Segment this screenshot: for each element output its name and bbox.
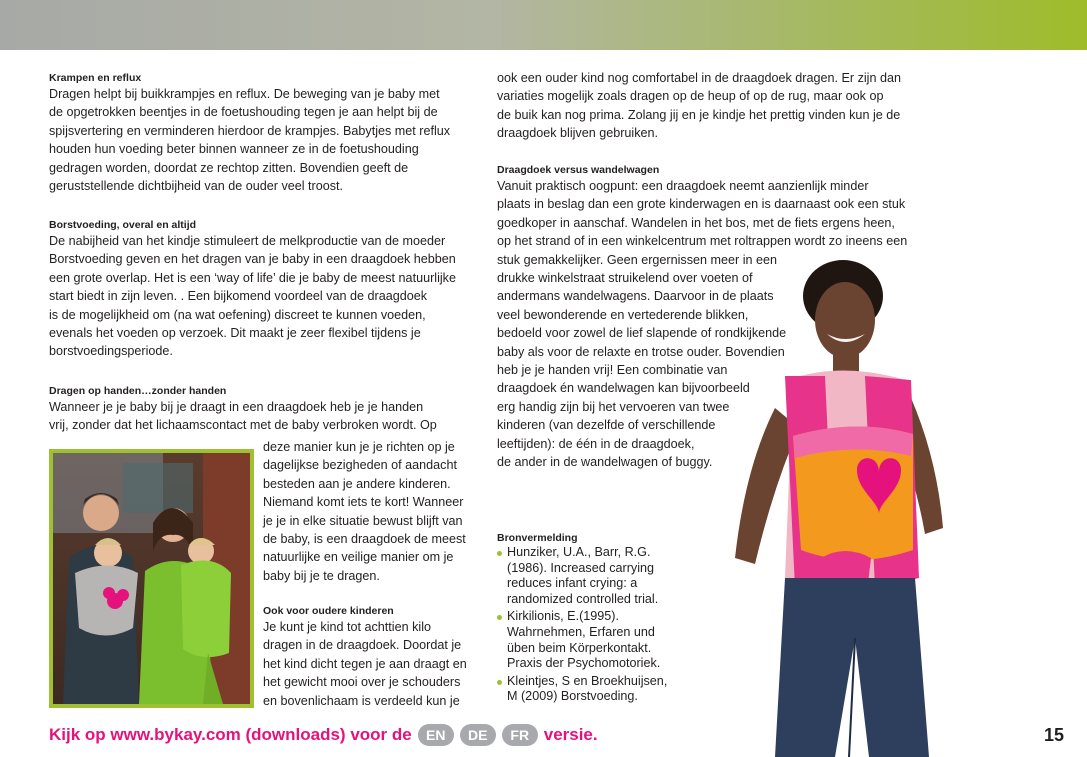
text-line: Dragen helpt bij buikkrampjes en reflux. De beweging van je baby met bbox=[49, 87, 440, 101]
heading-dragen-op-handen: Dragen op handen…zonder handen bbox=[49, 385, 227, 397]
text-line: de buik kan nog prima. Zolang jij en je kindje het prettig vinden kun je de bbox=[497, 107, 901, 122]
text-line: geruststellende dichtbijheid van de ouder veel troost. bbox=[49, 179, 344, 194]
source-line: (1986). Increased carrying bbox=[507, 560, 654, 575]
woman-with-sling-photo bbox=[715, 258, 960, 757]
lang-badge-fr[interactable]: FR bbox=[502, 724, 538, 746]
source-line: Kirkilionis, E.(1995). bbox=[507, 609, 619, 624]
paragraph-draagdoek-full bbox=[497, 177, 927, 251]
text-line: Borstvoeding geven en het dragen van je baby in een draagdoek hebben bbox=[49, 252, 456, 267]
text-line: De nabijheid van het kindje stimuleert de melkproductie van de moeder bbox=[49, 234, 446, 248]
text-line: baby bij je te dragen. bbox=[263, 568, 380, 583]
paragraph-krampen bbox=[49, 85, 479, 195]
source-item bbox=[497, 674, 697, 705]
text-line: goedkoper in aanschaf. Wandelen in het bos, met de fiets ergens heen, bbox=[497, 215, 895, 230]
text-line: draagdoek blijven gebruiken. bbox=[497, 126, 659, 141]
text-line: het kind dicht tegen je aan draagt en bbox=[263, 656, 467, 671]
text-line: het gewicht mooi over je schouders bbox=[263, 675, 461, 690]
paragraph-borstvoeding bbox=[49, 232, 479, 361]
source-line: reduces infant crying: a bbox=[507, 576, 638, 591]
text-line: is de mogelijkheid om (na wat oefening) discreet te kunnen voeden, bbox=[49, 307, 426, 322]
family-babywearing-photo bbox=[49, 449, 254, 708]
heading-krampen: Krampen en reflux bbox=[49, 72, 142, 84]
woman-photo-illustration bbox=[715, 258, 960, 757]
footer-suffix-text: versie. bbox=[543, 725, 598, 744]
text-line: erg handig zijn bij het vervoeren van twee bbox=[497, 399, 730, 414]
text-line: en bovenlichaam is verdeeld kun je bbox=[263, 693, 460, 708]
text-line: veel bewonderende en vertederende blikken, bbox=[497, 307, 749, 322]
text-line: besteden aan je andere kinderen. bbox=[263, 476, 451, 491]
source-line: Hunziker, U.A., Barr, R.G. bbox=[507, 545, 651, 559]
family-photo-illustration bbox=[53, 453, 250, 704]
text-line: gedragen worden, doordat ze rechtop zitten. Bovendien geeft de bbox=[49, 160, 409, 175]
text-line: variaties mogelijk zoals dragen op de heup of op de rug, maar ook op bbox=[497, 89, 884, 104]
text-line: de ander in de wandelwagen of buggy. bbox=[497, 455, 713, 470]
text-line: baby als voor de relaxte en trotse ouder. Bovendien bbox=[497, 344, 785, 359]
text-line: spijsvertering en verminderen hierdoor de krampjes. Babytjes met reflux bbox=[49, 123, 451, 138]
text-line: dragen in de draagdoek. Doordat je bbox=[263, 638, 462, 653]
heading-draagdoek-vs-wandelwagen: Draagdoek versus wandelwagen bbox=[497, 164, 660, 176]
text-line: je je in elke situatie bewust blijft van bbox=[263, 513, 463, 528]
text-line: een grote overlap. Het is een ‘way of life’ die je baby de meest natuurlijke bbox=[49, 270, 456, 285]
heading-sources: Bronvermelding bbox=[497, 532, 578, 544]
text-line: Je kunt je kind tot achttien kilo bbox=[263, 620, 432, 634]
sources-section bbox=[497, 531, 697, 707]
text-line: plaats in beslag dan een grote kinderwagen en is daarnaast ook een stuk bbox=[497, 197, 906, 212]
text-line: op het strand of in een winkelcentrum met roltrappen wordt zo ineens een bbox=[497, 234, 908, 249]
lang-badge-en[interactable]: EN bbox=[418, 724, 454, 746]
source-line: randomized controlled trial. bbox=[507, 591, 659, 606]
text-line: vrij, zonder dat het lichaamscontact met de baby verbroken wordt. Op bbox=[49, 418, 437, 433]
paragraph-oudere-kinderen bbox=[263, 618, 483, 710]
heading-oudere-kinderen: Ook voor oudere kinderen bbox=[263, 605, 394, 617]
heading-borstvoeding: Borstvoeding, overal en altijd bbox=[49, 219, 197, 231]
footer-prefix-text: Kijk op www.bykay.com (downloads) voor de bbox=[49, 725, 412, 744]
text-line: evenals het voeden op verzoek. Dit maakt je zeer flexibel tijdens je bbox=[49, 326, 421, 341]
text-line: ook een ouder kind nog comfortabel in de draagdoek dragen. Er zijn dan bbox=[497, 71, 901, 85]
text-line: houden hun voeding beter binnen wanneer ze in de foetushouding bbox=[49, 142, 419, 157]
section-dragen-op-handen bbox=[49, 384, 479, 435]
text-line: dagelijkse bezigheden of aandacht bbox=[263, 458, 457, 473]
source-item bbox=[497, 609, 697, 671]
text-line: bedoeld voor zowel de lief slapende of rondkijkende bbox=[497, 326, 787, 341]
source-item bbox=[497, 545, 697, 607]
page-number: 15 bbox=[1044, 725, 1065, 745]
text-line: de opgetrokken beentjes in de foetushouding tegen je aan helpt bij de bbox=[49, 105, 438, 120]
text-line: deze manier kun je je richten op je bbox=[263, 440, 455, 454]
section-oudere-kinderen bbox=[263, 604, 483, 710]
text-line: de baby, is een draagdoek de meest bbox=[263, 532, 466, 547]
source-line: üben beim Körperkontakt. bbox=[507, 640, 652, 655]
text-line: Vanuit praktisch oogpunt: een draagdoek neemt aanzienlijk minder bbox=[497, 179, 869, 193]
text-line: drukke winkelstraat struikelend over voeten of bbox=[497, 271, 753, 286]
text-line: start biedt in zijn leven. . Een bijkomend voordeel van de draagdoek bbox=[49, 289, 428, 304]
text-line: andermans wandelwagens. Daarvoor in de plaats bbox=[497, 289, 774, 304]
text-line: stuk gemakkelijker. Geen ergernissen meer in een bbox=[497, 252, 778, 267]
source-line: Wahrnehmen, Erfaren und bbox=[507, 624, 655, 639]
section-krampen bbox=[49, 71, 479, 195]
text-line: leeftijden): de één in de draagdoek, bbox=[497, 436, 695, 451]
section-borstvoeding bbox=[49, 218, 479, 361]
text-line: heb je je handen vrij! Een combinatie van bbox=[497, 363, 728, 378]
text-line: Wanneer je je baby bij je draagt in een draagdoek heb je je handen bbox=[49, 400, 424, 414]
footer-language-links bbox=[49, 722, 598, 748]
paragraph-continued bbox=[497, 69, 927, 143]
text-line: borstvoedingsperiode. bbox=[49, 344, 173, 359]
text-line: draagdoek én wandelwagen kan bijvoorbeeld bbox=[497, 381, 750, 396]
paragraph-dragen-narrow bbox=[263, 438, 483, 585]
text-line: kinderen (van dezelfde of verschillende bbox=[497, 418, 716, 433]
source-line: M (2009) Borstvoeding. bbox=[507, 689, 638, 704]
header-band bbox=[0, 0, 1087, 50]
lang-badge-de[interactable]: DE bbox=[460, 724, 496, 746]
text-line: Niemand komt iets te kort! Wanneer bbox=[263, 495, 464, 510]
sources-list bbox=[497, 545, 697, 705]
paragraph-dragen-full bbox=[49, 398, 479, 435]
source-line: Praxis der Psychomotoriek. bbox=[507, 656, 661, 671]
text-line: natuurlijke en veilige manier om je bbox=[263, 550, 454, 565]
source-line: Kleintjes, S en Broekhuijsen, bbox=[507, 673, 668, 688]
